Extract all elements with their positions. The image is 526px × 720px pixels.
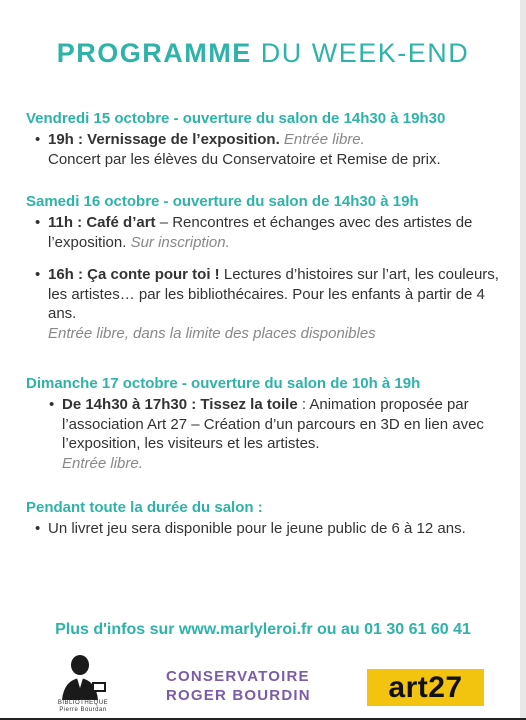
library-logo [48,652,118,712]
section-sunday [26,374,511,473]
page-edge [520,0,526,720]
list-item [26,130,511,169]
conservatoire-line1: CONSERVATOIRE [166,668,310,685]
saturday-heading: Samedi 16 octobre - ouverture du salon de 14h30 à 19h [26,193,419,210]
saturday-list [26,213,511,343]
conservatoire-line2: ROGER BOURDIN [166,687,311,704]
title-light: DU WEEK-END [260,38,470,68]
during-list [26,519,511,539]
library-caption-2: Pierre Bourdan [59,707,107,713]
list-item [40,395,511,473]
art27-text: art27 [388,670,463,704]
item-text: Concert par les élèves du Conservatoire et Remise de prix. [48,150,441,168]
list-item [26,519,511,539]
friday-heading: Vendredi 15 octobre - ouverture du salon de 14h30 à 19h30 [26,110,446,127]
sunday-heading: Dimanche 17 octobre - ouverture du salon de 10h à 19h [26,375,421,392]
conservatoire-logo [166,667,311,705]
section-friday [26,109,511,169]
sunday-list [26,395,511,473]
item-title: De 14h30 à 17h30 : Tissez la toile [62,396,298,413]
item-text: Lectures d’histoires sur l’art, les couleurs, les artistes… par les bibliothécaires. Pour les enfants à partir de 4 ans. [48,266,499,322]
list-item [26,265,511,343]
during-heading: Pendant toute la durée du salon : [26,499,263,516]
section-during [26,498,511,539]
library-caption-1: BIBLIOTHÈQUE [57,700,109,706]
friday-list [26,130,511,169]
item-note: Entrée libre, dans la limite des places disponibles [48,324,376,342]
item-note: Entrée libre. [283,131,365,148]
item-text: : Animation proposée par l’association Art 27 – Création d’un parcours en 3D en lien avec l’exposition, les visiteurs et les artistes. [62,396,484,452]
info-line: Plus d'infos sur www.marlyleroi.fr ou au 01 30 61 60 41 [55,621,471,638]
section-saturday [26,192,511,343]
item-note: Sur inscription. [130,233,230,251]
item-title: 16h : Ça conte pour toi ! [48,266,220,283]
item-text: – Rencontres et échanges avec des artistes de l’exposition. [48,214,473,251]
item-title: 11h : Café d’art [48,214,156,231]
item-text: Un livret jeu sera disponible pour le jeune public de 6 à 12 ans. [48,520,466,537]
art27-logo [367,669,484,706]
item-title: 19h : Vernissage de l’exposition. [48,131,280,148]
library-portrait-icon [48,652,118,700]
list-item [26,213,511,252]
title-bold: PROGRAMME [56,38,252,68]
page-title [0,38,526,69]
item-note: Entrée libre. [62,454,143,472]
